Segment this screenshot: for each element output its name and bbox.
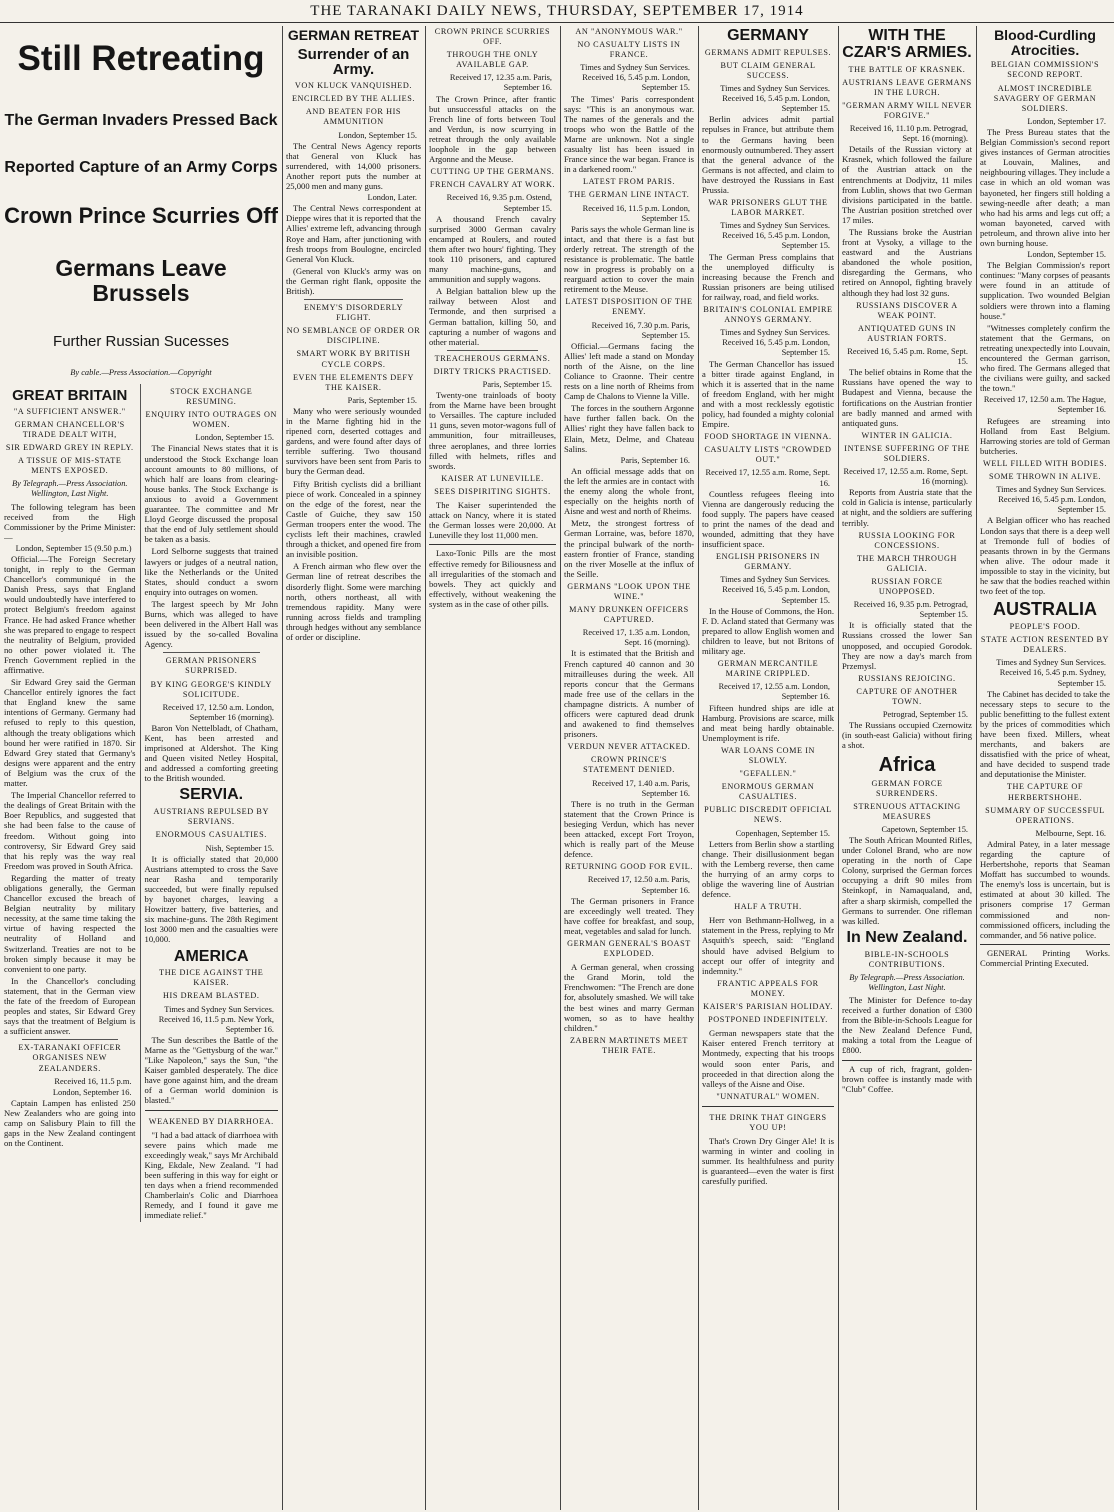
section-great-britain: GREAT BRITAIN xyxy=(12,387,128,405)
dateline: Copenhagen, September 15. xyxy=(735,828,830,838)
subhead: WAR LOANS COME IN SLOWLY. xyxy=(720,745,816,765)
dateline: Nish, September 15. xyxy=(205,843,274,853)
article-paragraph: Herr von Bethmann-Hollweg, in a statement in the Press, replying to Mr Asquith's speech, said: "England should have advised Belgium to accept our offer of integrity and indemnity." xyxy=(702,915,834,976)
article-paragraph: Berlin advices admit partial repulses in France, but attribute them to the Germans having been enormously outnumbered. They assert that the general advance of the Germans is not affected, and claim to have destroyed the Russians in East Prussia. xyxy=(702,114,834,196)
subhead: GERMAN PRISONERS SURPRISED. xyxy=(165,656,257,676)
article-paragraph: Letters from Berlin show a startling change. Their disillusionment began with the Lemberg reverse, then came the hurrying of an army corps to oblige the wavering line of Austrian defence. xyxy=(702,838,834,900)
subhead: WELL FILLED WITH BODIES. xyxy=(983,458,1107,468)
subhead: INTENSE SUFFERING OF THE SOLDIERS. xyxy=(844,443,970,463)
article-paragraph: Twenty-one trainloads of booty from the Marne have been brought to Versailles. The capture included 11 guns, seven motor-wagons full of ammunition, four mitrailleuses, three aeroplanes, and three lorries filled with helmets, rifles and swords. xyxy=(429,390,556,471)
subhead: "A SUFFICIENT ANSWER." xyxy=(13,406,126,416)
article-paragraph: Official.—The Foreign Secretary tonight, in reply to the German Chancellor's communiqué in the Danish Press, says that England would undoubtedly have interfered to protect Belgium's freedom against France. He had asked France whether she was prepared to engage to respect the neutrality of Belgium, provided no other power violated it. The French Government replied in the affirmative. xyxy=(4,553,136,676)
article-paragraph: The Kaiser superintended the attack on Nancy, where it is stated the German losses were 20,000. At Luneville they lost 11,000 men. xyxy=(429,500,556,541)
subhead: AUSTRIANS REPULSED BY SERVIANS. xyxy=(153,807,269,827)
article-paragraph: A Belgian officer who has reached London says that there is a deep well at Tremonde full of bodies of peasants thrown in by the Germans when alive. The odour made it impossible to stay in the vicinity, but he saw that the bodies reached within two feet of the top. xyxy=(980,515,1110,597)
subhead: THE MARCH THROUGH GALICIA. xyxy=(856,553,958,573)
column-rule xyxy=(698,26,699,1510)
dateline: Times and Sydney Sun Services. Received 16, 5.45 p.m. London, September 15. xyxy=(996,485,1106,515)
dateline: Received 17, 12.35 a.m. Paris, September 16. xyxy=(449,73,552,93)
article-paragraph: The Belgian Commission's report continues: "Many corpses of peasants were found in an attitude of supplication. Two wounded Belgian soldiers were thrown into a flaming house." xyxy=(980,260,1110,321)
dateline: Received 16, 11.5 p.m. London, September 15. xyxy=(582,203,690,223)
column-rule xyxy=(425,26,426,1510)
article-paragraph: The Cabinet has decided to take the necessary steps to secure to the public benefitting to the fullest extent by the prices of commodities which have been fixed. Millers, wheat merchants, and bakers are dissatisfied with the price of wheat, and have decided to suspend trade and deputationise the Minister. xyxy=(980,688,1110,780)
subhead: THE GERMAN LINE INTACT. xyxy=(568,190,690,200)
subhead: HIS DREAM BLASTED. xyxy=(162,991,260,1001)
subhead: THE BATTLE OF KRASNEK. xyxy=(848,64,966,74)
article-paragraph: The following telegram has been received from the High Commissioner by the Prime Minister:— xyxy=(4,501,136,542)
article-paragraph: The Financial News states that it is understood the Stock Exchange loan account amounts to 80 millions, of which half are loans from clearing-house banks. The Stock Exchange is anxious to avoid a Government guarantee. The committee and Mr Lloyd George discussed the proposal that the end of July settlement should be taken as a basis. xyxy=(144,443,278,545)
subhead: BUT CLAIM GENERAL SUCCESS. xyxy=(720,60,816,80)
article-paragraph: The Central News Agency reports that General von Kluck has surrendered, with 14,000 prisoners. Another report puts the number at 25,000 men and many guns. xyxy=(286,140,421,192)
headline-atrocities: Blood-Curdling Atrocities. xyxy=(994,27,1096,58)
dateline: Received 16, 11.10 p.m. Petrograd, Sept. 16 (morning). xyxy=(849,124,968,144)
subhead: RUSSIA LOOKING FOR CONCESSIONS. xyxy=(858,530,956,550)
dateline: London, September 15. xyxy=(338,130,417,140)
article-paragraph: German newspapers state that the Kaiser entered French territory at Montmedy, expecting that his troops would soon enter Paris, and proceeded in that direction along the valleys of the Aisne and Oise. xyxy=(702,1028,834,1089)
dateline: London, Later. xyxy=(367,193,417,203)
advertisement xyxy=(702,1106,834,1187)
subhead: RUSSIAN FORCE UNOPPOSED. xyxy=(871,577,943,597)
article-paragraph: (General von Kluck's army was on the German right flank, opposite the British). xyxy=(286,265,421,296)
article-paragraph: An official message adds that on the left the armies are in contact with the enemy along the whole front, especially on the heights north of Aisne and west and north of Rheims. xyxy=(564,465,694,517)
ad-text: "I had a bad attack of diarrhoea with severe pains which made me exceedingly weak," says Mr Archibald King, Ekdale, New Zealand. "I had been suffering in this way for eight or ten days when a friend recommended Chamberlain's Colic and Diarrhoea Remedy, and I found it gave me immediate relief." xyxy=(144,1129,278,1221)
section-germany: GERMANY xyxy=(727,27,809,44)
article-paragraph: Sir Edward Grey said the German Chancellor entirely ignores the fact that England knew the same intentions of Germany. Germany had refused to reply to this question, although the treaty obligations which bound her were ratified in 1870. Sir Edward Grey stated that Germany's designs were apparent and the entry of Belgium was the crux of the matter. xyxy=(4,677,136,789)
headline-czars-armies: WITH THE CZAR'S ARMIES. xyxy=(842,27,972,61)
ad-text: GENERAL Printing Works. Commercial Printing Executed. xyxy=(980,947,1110,968)
column-1 xyxy=(4,24,278,1512)
article-paragraph: Countless refugees fleeing into Vienna are dangerously reducing the food supply. The papers have ceased to print the names of the dead and wounded, admitting that they have insufficient space. xyxy=(702,488,834,550)
subhead: EVEN THE ELEMENTS DEFY THE KAISER. xyxy=(292,372,415,392)
dateline: Received 16, 7.30 p.m. Paris, September 15. xyxy=(591,320,690,340)
dateline: Received 17, 12.55 a.m. Rome, Sept. 16. xyxy=(705,468,830,488)
headline-surrender: Surrender of an Army. xyxy=(297,45,410,79)
article-paragraph: In the House of Commons, the Hon. F. D. Acland stated that Germany was prepared to allow English women and children to leave, but not Britons of military age. xyxy=(702,605,834,657)
column-3 xyxy=(429,24,556,1512)
masthead: THE TARANAKI DAILY NEWS, THURSDAY, SEPTEMBER 17, 1914 xyxy=(0,0,1114,23)
dateline: Received 17, 1.40 a.m. Paris, September 16. xyxy=(592,778,690,798)
advertisement xyxy=(429,544,556,609)
dateline: Petrograd, September 15. xyxy=(882,710,968,720)
dateline: Received 16, 9.35 p.m. Ostend, September 15. xyxy=(446,193,552,213)
subhead: CAPTURE OF ANOTHER TOWN. xyxy=(856,686,958,707)
dateline: Received 17, 12.50 a.m. London, September 16 (morning). xyxy=(162,702,274,722)
column-2 xyxy=(286,24,421,1512)
column-4 xyxy=(564,24,694,1512)
subhead: GERMAN CHANCELLOR'S TIRADE DEALT WITH, xyxy=(14,419,125,439)
subhead: GERMANS "LOOK UPON THE WINE." xyxy=(567,581,691,601)
subhead: LATEST FROM PARIS. xyxy=(582,177,676,187)
subhead: NO SEMBLANCE OF ORDER OR DISCIPLINE. xyxy=(286,326,421,346)
column-6 xyxy=(842,24,972,1512)
article-paragraph: Fifteen hundred ships are idle at Hamburg. Provisions are scarce, milk and meat being hardly obtainable. Unemployment is rife. xyxy=(702,702,834,743)
subhead: THE DICE AGAINST THE KAISER. xyxy=(159,968,264,988)
advertisement xyxy=(842,1060,972,1094)
article-paragraph: The German prisoners in France are exceedingly well treated. They have coffee for breakfast, and soup, meat, vegetables and salad for lunch. xyxy=(564,895,694,936)
article-paragraph: Regarding the matter of treaty obligations generally, the German Chancellor excused the breach of Belgian neutrality by military necessity, at the same time taking the virtue of having respected the neutrality of Holland and Switzerland. Treaties are not to be broken simply because it may be convenient to one party. xyxy=(4,872,136,974)
article-paragraph: Baron Von Nettelbladt, of Chatham, Kent, has been arrested and imprisoned at Aldershot. The King and Queen visited Netley Hospital, and addressed a comforting greeting to the British wounded. xyxy=(144,722,278,784)
headline-german-retreat: GERMAN RETREAT xyxy=(287,27,420,43)
subhead: GERMAN GENERAL'S BOAST EXPLODED. xyxy=(567,938,691,959)
dateline: London, September 16. xyxy=(52,1087,132,1097)
subhead: TREACHEROUS GERMANS. xyxy=(434,353,551,363)
article-paragraph: The Central News correspondent at Dieppe wires that it is reported that the Allies' extreme left, advancing through Roye and Ham, after junctioning with fresh troops from Boulogne, encircled General Von Kluck. xyxy=(286,203,421,264)
column-rule xyxy=(838,26,839,1510)
subhead: WINTER IN GALICIA. xyxy=(861,430,953,440)
subhead: ANTIQUATED GUNS IN AUSTRIAN FORTS. xyxy=(857,323,957,343)
subhead: ENCIRCLED BY THE ALLIES. xyxy=(291,94,416,104)
article-paragraph: The South African Mounted Rifles, under Colonel Brand, who are now operating in the north of Cape Colony, surprised the German forces occupying a drift 90 miles from Steinkopf, in Namaqualand, and, after a sharp skirmish, compelled the Germans to surrender. One rifleman was killed. xyxy=(842,834,972,926)
section-america: AMERICA xyxy=(173,947,249,965)
column-rule xyxy=(976,26,977,1510)
dateline: Times and Sydney Sun Services. Received 16, 5.45 p.m. London, September 15. xyxy=(720,575,830,605)
ad-text: Laxo-Tonic Pills are the most effective remedy for Biliousness and all irregularities of the stomach and bowels. They act quickly and effectively, without weakening the system as in the case of other pills. xyxy=(429,548,556,609)
subhead: ALMOST INCREDIBLE SAVAGERY OF GERMAN SOLDIERS. xyxy=(993,83,1097,113)
article-paragraph: There is no truth in the German statement that the Crown Prince is besieging Verdun, which has never been attacked, except Fort Troyon, which is really part of the Meuse defence. xyxy=(564,798,694,860)
headline-crown-prince: Crown Prince Scurries Off xyxy=(4,203,278,229)
column-7 xyxy=(980,24,1110,1512)
subhead: EX-TARANAKI OFFICER ORGANISES NEW ZEALANDERS. xyxy=(18,1043,122,1073)
article-paragraph: A German general, when crossing the Grand Morin, told the Frenchwomen: "The French are done for, absolutely smashed. We will take the best wines and marry German women, so as to have healthy children." xyxy=(564,962,694,1033)
subhead: GERMAN FORCE SURRENDERS. xyxy=(871,778,943,798)
dateline: Times and Sydney Sun Services. Received 16, 5.45 p.m. London, September 15. xyxy=(580,63,690,93)
article-paragraph: The Press Bureau states that the Belgian Commission's second report gives instances of German atrocities at Louvain, Malines, and neighbouring villages. They include a case in which an old woman was bayoneted, her fingers still holding a sewing-needle after death; a man who had his arms and legs cut off; a woman bayoneted, carved with petroleum, and thrown alive into her own burning house. xyxy=(980,126,1110,248)
article-paragraph: In the Chancellor's concluding statement, that in the German view the fate of the freedom of European peoples and states, Sir Edward Grey says that the treatment of Belgium is a sufficient answer. xyxy=(4,975,136,1037)
article-paragraph: The Russians occupied Czernowitz (in south-east Galicia) without firing a shot. xyxy=(842,720,972,751)
subhead: "GERMAN ARMY WILL NEVER FORGIVE." xyxy=(842,100,972,120)
article-paragraph: Fifty British cyclists did a brilliant piece of work. Concealed in a spinney on the edge of the forest, near the Castle of Guiche, they saw 150 German troopers enter the wood. The cyclists left their machines, crawled through a thicket, and opened fire from an invisible position. xyxy=(286,478,421,560)
subhead: FRANTIC APPEALS FOR MONEY. xyxy=(717,978,819,998)
subhead: AN "ANONYMOUS WAR." xyxy=(575,27,683,36)
subhead: PUBLIC DISCREDIT OFFICIAL NEWS. xyxy=(704,805,832,825)
article-paragraph: The Russians broke the Austrian front at Vysoky, a village to the eastward and the Austrians abandoned the whole position, disregarding the Germans, who retired on Annopol, fighting bravely although they had lost 32 guns. xyxy=(842,227,972,298)
subhead: BIBLE-IN-SCHOOLS CONTRIBUTIONS. xyxy=(864,949,950,969)
dateline: Received 17, 12.50 a.m. The Hague, September 16. xyxy=(983,395,1106,415)
article-paragraph: The German Press complains that the unemployed difficulty is increasing because the French and Russian prisoners are being utilised for railway, road, and field works. xyxy=(702,251,834,302)
section-servia: SERVIA. xyxy=(179,786,244,804)
subhead: GERMAN MERCANTILE MARINE CRIPPLED. xyxy=(717,659,819,679)
dateline: London, September 15. xyxy=(1027,250,1106,260)
ad-text: A cup of rich, fragrant, golden-brown coffee is instantly made with "Club" Coffee. xyxy=(842,1063,972,1094)
article-paragraph: Lord Selborne suggests that trained lawyers or judges of a neutral nation, like the Netherlands or the United States, should conduct a sworn enquiry into outrages on women. xyxy=(144,546,278,597)
subhead: SIR EDWARD GREY IN REPLY. xyxy=(5,443,134,453)
subhead: RUSSIANS REJOICING. xyxy=(858,673,956,683)
headline-army-corps: Reported Capture of an Army Corps xyxy=(4,159,278,177)
article-paragraph: It is officially stated that 20,000 Austrians attempted to cross the Save near Rasha and temporarily succeeded, but were finally repulsed by bayonet charges, leaving a Howitzer battery, five batteries, and six machine-guns. The 28th Regiment lost 3000 men and the casualties were 10,000. xyxy=(144,853,278,945)
byline: By Telegraph.—Press Association. Wellington, Last Night. xyxy=(11,479,128,499)
subhead: MANY DRUNKEN OFFICERS CAPTURED. xyxy=(569,605,689,625)
dateline: Paris, September 15. xyxy=(347,395,417,405)
dateline: Received 17, 12.55 a.m. Rome, Sept. 16 (morning). xyxy=(843,467,968,487)
dateline: Received 17, 1.35 a.m. London, Sept. 16 (morning). xyxy=(582,628,690,648)
ad-text: That's Crown Dry Ginger Ale! It is warming in winter and cooling in summer. Its healthfulness and purity is guaranteed—even the water is first caresfully purified. xyxy=(702,1136,834,1187)
subhead: STRENUOUS ATTACKING MEASURES xyxy=(853,801,961,821)
subhead: FRENCH CAVALRY AT WORK. xyxy=(429,180,556,190)
subhead: VON KLUCK VANQUISHED. xyxy=(294,81,413,91)
subhead: AUSTRIANS LEAVE GERMANS IN THE LURCH. xyxy=(842,77,972,97)
dateline: Capetown, September 15. xyxy=(881,824,968,834)
article-paragraph: Captain Lampen has enlisted 250 New Zealanders who are going into camp on Salisbury Plain to fill the gaps in the New Zealand contingent on the Continent. xyxy=(4,1097,136,1149)
dateline: Received 16, 11.5 p.m. xyxy=(54,1076,132,1086)
subhead: CUTTING UP THE GERMANS. xyxy=(430,167,555,177)
dateline: Melbourne, Sept. 16. xyxy=(1035,828,1106,838)
headline-russian-successes: Further Russian Sucesses xyxy=(53,332,229,350)
subhead: STOCK EXCHANGE RESUMING. xyxy=(170,387,253,407)
article-paragraph: Paris says the whole German line is intact, and that there is a fast but orderly retreat. The strength of the resistance is problematic. The battle now in progress is probably on a rearguard action to cover the main retirement to the Meuse. xyxy=(564,223,694,295)
section-new-zealand: In New Zealand. xyxy=(846,928,968,946)
dateline: Times and Sydney Sun Services. Received 16, 5.45 p.m. London, September 15. xyxy=(720,328,830,358)
section-australia: AUSTRALIA xyxy=(993,599,1097,620)
subhead: RUSSIANS DISCOVER A WEAK POINT. xyxy=(856,300,958,320)
subhead: SMART WORK BY BRITISH CYCLE CORPS. xyxy=(296,349,411,369)
dateline: Times and Sydney Sun Services. Received 16, 5.45 p.m. Sydney, September 15. xyxy=(996,658,1106,688)
subhead: THE CAPTURE OF HERBERTSHOHE. xyxy=(1006,782,1084,802)
dateline: London, September 17. xyxy=(1027,116,1106,126)
article-paragraph: A French airman who flew over the German line of retreat describes the disorderly flight. Some were marching north, others northeast, all with tremendous rapidity. Many were running across fields and trampling through hedges without any semblance of order or discipline. xyxy=(286,561,421,642)
subhead: BY KING GEORGE'S KINDLY SOLICITUDE. xyxy=(150,679,272,699)
article-paragraph: The Crown Prince, after frantic but unsuccessful attacks on the French line of forts between Toul and Verdun, is now scurrying in retreat through the only available loophole in the gap between Argonne and the Meuse. xyxy=(429,93,556,165)
article-paragraph: A Belgian battalion blew up the railway between Alost and Termonde, and then surprised a German battalion, killing 50, and capturing a number of wagons and other material. xyxy=(429,286,556,347)
dateline: Received 16, 5.45 p.m. Rome, Sept. 15. xyxy=(847,347,968,367)
subhead: BRITAIN'S COLONIAL EMPIRE ANNOYS GERMANY. xyxy=(703,305,833,325)
dateline: Times and Sydney Sun Services. Received 16, 5.45 p.m. London, September 15. xyxy=(720,84,830,114)
article-paragraph: "Witnesses completely confirm the statement that the Germans, on retreating unexpectedly into Louvain, encountered the German garrison, who fired. The Germans alleged that the civilians were guilty, and sacked the town." xyxy=(980,322,1110,394)
subhead: ENQUIRY INTO OUTRAGES ON WOMEN. xyxy=(145,410,278,430)
article-paragraph: Refugees are streaming into Holland from East Belgium. Harrowing stories are told of German butcheries. xyxy=(980,415,1110,456)
advertisement xyxy=(145,1110,278,1221)
article-paragraph: The German Chancellor has issued a bitter tirade against England, in which it is asserted that in the name of freedom England, with her might and with a most recklessly egotistic policy, had founded a mighty colonial Empire. xyxy=(702,358,834,430)
subhead: ENEMY'S DISORDERLY FLIGHT. xyxy=(303,303,404,323)
subhead: CASUALTY LISTS "CROWDED OUT." xyxy=(704,445,832,465)
subhead: HALF A TRUTH. xyxy=(734,902,802,912)
ad-headline: WEAKENED BY DIARRHOEA. xyxy=(148,1116,274,1126)
subhead: ENORMOUS CASUALTIES. xyxy=(155,830,267,840)
subhead: SUMMARY OF SUCCESSFUL OPERATIONS. xyxy=(985,805,1105,825)
dateline: Received 17, 12.50 a.m. Paris, September 16. xyxy=(587,875,690,895)
subhead: ZABERN MARTINETS MEET THEIR FATE. xyxy=(569,1035,689,1055)
subhead: ENORMOUS GERMAN CASUALTIES. xyxy=(721,782,815,802)
subhead: AND BEATEN FOR HIS AMMUNITION xyxy=(305,107,402,127)
subhead: KAISER'S PARISIAN HOLIDAY. xyxy=(703,1002,833,1012)
article-paragraph: The Minister for Defence to-day received a further donation of £300 from the Bible-in-Schools League for the New Zealand Defence Fund, making a total from the League of £800. xyxy=(842,994,972,1056)
article-paragraph: Details of the Russian victory at Krasnek, which followed the failure of the Austrian attack on the entrenchments at Dodjvitz, 11 miles from Lublin, shows that two German divisions participated in the battle. The Austrian position stretched over 17 miles. xyxy=(842,144,972,225)
subhead: FOOD SHORTAGE IN VIENNA. xyxy=(704,432,832,442)
section-africa: Africa xyxy=(878,753,936,776)
subhead: BELGIAN COMMISSION'S SECOND REPORT. xyxy=(990,60,1100,80)
subhead: WAR PRISONERS GLUT THE LABOR MARKET. xyxy=(708,198,828,218)
article-paragraph: The forces in the southern Argonne have further fallen back. On the Allies' right they have fallen back to Elain, Metz, Delme, and Chateau Salins. xyxy=(564,403,694,454)
subhead: CROWN PRINCE'S STATEMENT DENIED. xyxy=(583,755,675,775)
dateline: Paris, September 16. xyxy=(620,455,690,465)
subhead: DIRTY TRICKS PRACTISED. xyxy=(433,366,552,376)
subhead: POSTPONED INDEFINITELY. xyxy=(708,1015,828,1025)
dateline: Paris, September 15. xyxy=(482,380,552,389)
article-paragraph: Official.—Germans facing the Allies' left made a stand on Monday north of the Aisne, on the line Coliance to Craonne. Their centre rests on a line north of Rheims from Camp de Chalons to Vienne la Ville. xyxy=(564,340,694,402)
subhead: ENGLISH PRISONERS IN GERMANY. xyxy=(716,552,820,572)
dateline: Received 17, 12.55 a.m. London, September 16. xyxy=(718,682,830,702)
dateline: Times and Sydney Sun Services. Received 16, 5.45 p.m. London, September 15. xyxy=(720,221,830,251)
article-paragraph: It is officially stated that the Russians crossed the lower San unopposed, and occupied Gorodok. They are now a day's march from Przemysl. xyxy=(842,620,972,671)
article-paragraph: Admiral Patey, in a later message regarding the capture of Herbertshohe, reports that Seaman Moffatt has succumbed to wounds. The enemy's loss is uncertain, but is estimated at about 30 killed. The prisoners comprise 17 German commissioned and non-commissioned officers, including the commander, and 56 native police. xyxy=(980,838,1110,940)
subhead: RETURNING GOOD FOR EVIL. xyxy=(564,862,694,872)
article-paragraph: A thousand French cavalry surprised 3000 German cavalry encamped at Roulers, and routed them after two hours' fighting. They took 110 prisoners, and captured many machine-guns, and ammunition and supply wagons. xyxy=(429,213,556,285)
subhead: A TISSUE OF MIS-STATE MENTS EXPOSED. xyxy=(18,456,122,476)
subhead: CROWN PRINCE SCURRIES OFF. xyxy=(434,27,551,47)
cable-credit: By cable.—Press Association.—Copyright xyxy=(70,367,212,377)
subhead: VERDUN NEVER ATTACKED. xyxy=(567,742,691,752)
article-paragraph: The Times' Paris correspondent says: "This is an anonymous war. The names of the generals and the troops who won the Battle of the Marne are unknown. Not a single casualty list has been issued in France since the war began. France is in a darkened room." xyxy=(564,93,694,175)
byline: By Telegraph.—Press Association. Wellington, Last Night. xyxy=(849,972,965,992)
subhead: "UNNATURAL" WOMEN. xyxy=(716,1091,820,1101)
article-paragraph: The largest speech by Mr John Burns, which was alleged to have been delivered in the Albert Hall was issued by the so-called Bovalina Agency. xyxy=(144,598,278,650)
subhead: KAISER AT LUNEVILLE. xyxy=(441,473,544,483)
dateline: Times and Sydney Sun Services. Received 16, 11.5 p.m. New York, September 16. xyxy=(158,1004,274,1034)
article-paragraph: The Sun describes the Battle of the Marne as the "Gettysburg of the war." "Like Napoleon," says the Sun, "the Kaiser gambled desperately. The dice have gone against him, and the dream of a German world dominion is blasted." xyxy=(144,1034,278,1106)
article-paragraph: The Imperial Chancellor referred to the dealings of Great Britain with the Boer Republics, and suggested that she had been false to the cause of freedom. Without going into controversy, Sir Edward Grey said that his reply was the way real Freedom was proved in South Africa. xyxy=(4,790,136,871)
article-paragraph: Reports from Austria state that the cold in Galicia is intense, particularly at night, and the soldiers are suffering terribly. xyxy=(842,487,972,528)
subhead: SEES DISPIRITING SIGHTS. xyxy=(434,486,551,496)
subhead: "GEFALLEN." xyxy=(739,769,797,779)
ad-headline: THE DRINK THAT GINGERS YOU UP! xyxy=(709,1112,827,1132)
dateline: London, September 15 (9.50 p.m.) xyxy=(15,543,132,553)
column-rule xyxy=(282,26,283,1510)
article-paragraph: It is estimated that the British and French captured 40 cannon and 30 mitrailleuses during the week. All reports concur that the Germans made free use of the cellars in the champagne districts. A number of officers were captured dead drunk and awakened to find themselves prisoners. xyxy=(564,648,694,740)
subhead: PEOPLE'S FOOD. xyxy=(1009,622,1081,632)
subhead: GERMANS ADMIT REPULSES. xyxy=(704,47,832,57)
subhead: STATE ACTION RESENTED BY DEALERS. xyxy=(980,635,1110,655)
headline-pressed-back: The German Invaders Pressed Back xyxy=(4,111,278,129)
article-paragraph: Metz, the strongest fortress of German Lorraine, was, before 1870, the principal bulwark of the north-eastern frontier of France, standing on the river Moselle at the influx of the Seille. xyxy=(564,518,694,579)
advertisement xyxy=(980,944,1110,968)
article-paragraph: Many who were seriously wounded in the Marne fighting hid in the ripened corn, deserted cottages and gardens, and were found after days of terrible suffering. Two thousand survivors have been sent from Paris to bury the German dead. xyxy=(286,405,421,477)
subhead: NO CASUALTY LISTS IN FRANCE. xyxy=(577,40,681,60)
dateline: London, September 15. xyxy=(195,433,274,443)
subhead: LATEST DISPOSITION OF THE ENEMY. xyxy=(565,297,693,317)
subhead: SOME THROWN IN ALIVE. xyxy=(988,472,1102,482)
headline-still-retreating: Still Retreating xyxy=(17,39,265,78)
article-paragraph: The belief obtains in Rome that the Russians have opened the way to Budapest and Vienna, because the fortifications on the Austrian frontier are badly manned and armed with antiquated guns. xyxy=(842,367,972,428)
column-rule xyxy=(560,26,561,1510)
dateline: Received 16, 9.35 p.m. Petrograd, September 15. xyxy=(853,600,968,620)
headline-brussels: Germans Leave Brussels xyxy=(55,255,227,306)
column-5 xyxy=(702,24,834,1512)
subhead: THROUGH THE ONLY AVAILABLE GAP. xyxy=(446,50,539,70)
